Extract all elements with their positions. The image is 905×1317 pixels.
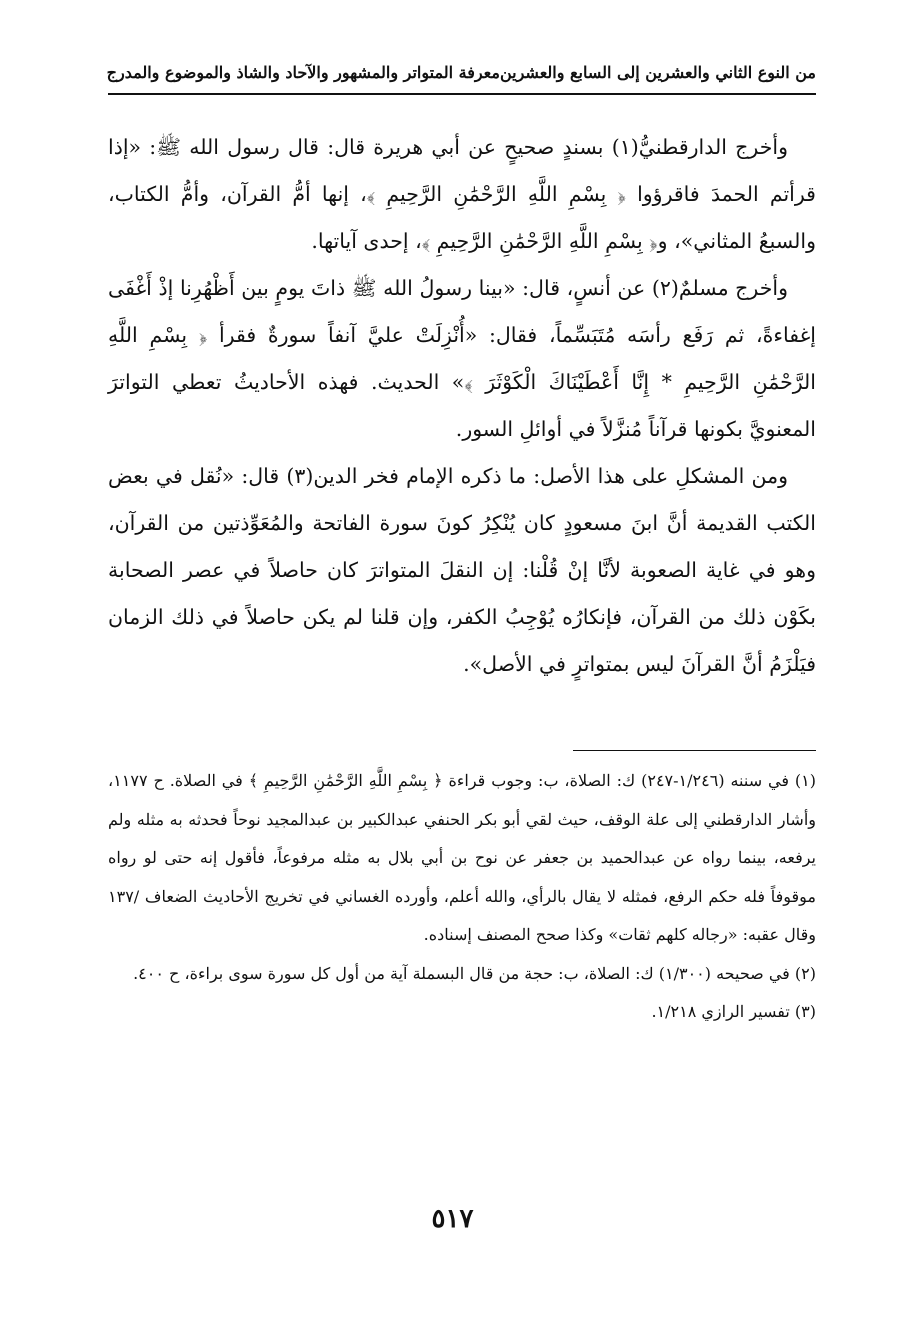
- running-header: [108, 56, 816, 88]
- footnotes: [108, 762, 816, 1032]
- footnote-3-number: (٣): [794, 1002, 816, 1021]
- header-chapter-range: من النوع الثاني والعشرين إلى السابع والعشرين: [499, 62, 816, 82]
- paragraph-darqutni-hadith: وأخرج الدارقطنيُّ(١) بسندٍ صحيحٍ عن أبي هريرة قال: قال رسول الله ﷺ: «إذا قرأتم الحمدَ فاقرؤوا ﴿ بِسْمِ اللَّهِ الرَّحْمَٰنِ الرَّحِيمِ ﴾، إنها أمُّ القرآن، وأمُّ الكتاب، والسبعُ المثاني»، و﴿ بِسْمِ اللَّهِ الرَّحْمَٰنِ الرَّحِيمِ ﴾، إحدى آياتها.: [108, 135, 816, 253]
- paragraph-problem-statement: ومن المشكلِ على هذا الأصل: ما ذكره الإمام فخر الدين(٣) قال: «نُقل في بعض الكتب القديمة أنَّ ابنَ مسعودٍ كان يُنْكِرُ كونَ سورة الفاتحة والمُعَوِّذتين من القرآن، وهو في غاية الصعوبة لأنَّا إنْ قُلْنا: إن النقلَ المتواترَ كان حاصلاً في عصر الصحابة بكَوْن ذلك من القرآن، فإنكارُه يُوْجِبُ الكفر، وإن قلنا لم يكن حاصلاً في ذلك الزمان فيَلْزَمُ أنَّ القرآنَ ليس بمتواترٍ في الأصل».: [108, 464, 816, 676]
- footnote-1-text: في سننه (١/٢٤٦-٢٤٧) ك: الصلاة، ب: وجوب قراءة ﴿ بِسْمِ اللَّهِ الرَّحْمَٰنِ الرَّحِيمِ ﴾ في الصلاة. ح ١١٧٧، وأشار الدارقطني إلى علة الوقف، حيث لقي أبو بكر الحنفي عبدالكبير بن عبدالمجيد نوحاً فحدثه به مثله ولم يرفعه، بينما رواه عن عبدالحميد بن جعفر عن نوح بن أبي بلال به مثله مرفوعاً، فأقول إنه حتى لو رواه موقوفاً فله حكم الرفع، فمثله لا يقال بالرأي، والله أعلم، وأورده الغساني في تخريج الأحاديث الضعاف /١٣٧ وقال عقبه: «رجاله كلهم ثقات» وكذا صحح المصنف إسناده.: [108, 771, 817, 944]
- footnote-2-text: في صحيحه (١/٣٠٠) ك: الصلاة، ب: حجة من قال البسملة آية من أول كل سورة سوى براءة، ح ٤٠٠.: [133, 963, 790, 983]
- footnote-1-number: (١): [794, 771, 817, 790]
- footnote-2-number: (٢): [794, 963, 816, 983]
- footnote-1: [108, 762, 816, 955]
- header-divider: [108, 93, 816, 95]
- header-chapter-title: معرفة المتواتر والمشهور والآحاد والشاذ والموضوع والمدرج: [106, 62, 500, 82]
- footnote-2: [108, 955, 816, 994]
- page-number: ٥١٧: [431, 1204, 474, 1234]
- paragraph-muslim-hadith: وأخرج مسلمٌ(٢) عن أنسٍ، قال: «بينا رسولُ الله ﷺ ذاتَ يومٍ بين أَظْهُرِنا إذْ أَغْفَى إغفاءةً، ثم رَفَع رأسَه مُتَبَسِّماً، فقال: «أُنْزِلَتْ عليَّ آنفاً سورةٌ فقرأ ﴿ بِسْمِ اللَّهِ الرَّحْمَٰنِ الرَّحِيمِ * إِنَّا أَعْطَيْنَاكَ الْكَوْثَرَ ﴾» الحديث. فهذه الأحاديثُ تعطي التواترَ المعنويَّ بكونها قرآناً مُنزَّلاً في أوائلِ السور.: [108, 276, 816, 441]
- footnote-divider: [573, 750, 816, 751]
- footnote-3: [108, 993, 816, 1032]
- footnote-3-text: تفسير الرازي ١/٢١٨.: [651, 1002, 790, 1021]
- main-text: [108, 124, 816, 688]
